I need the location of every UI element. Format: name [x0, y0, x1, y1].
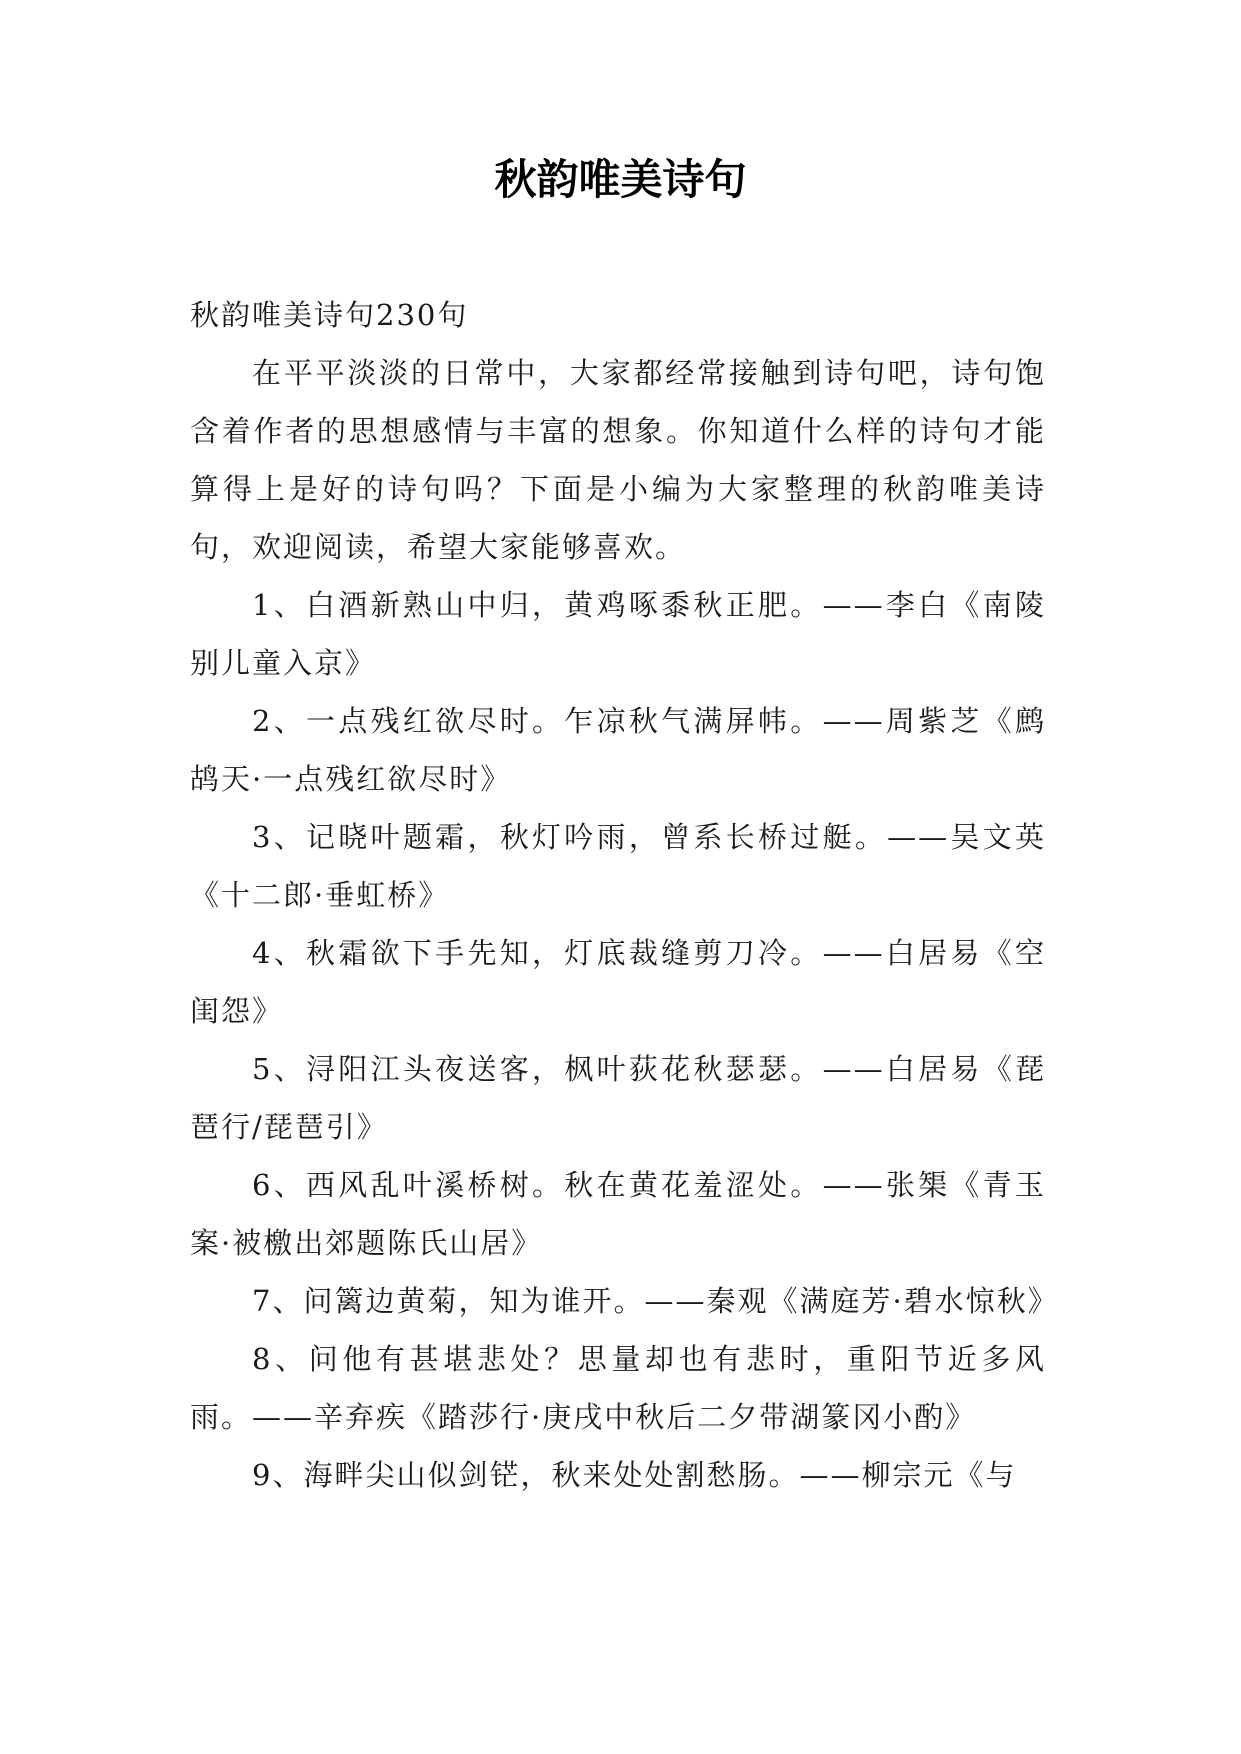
poem-item: 1、白酒新熟山中归，黄鸡啄黍秋正肥。——李白《南陵别儿童入京》 [190, 588, 1046, 680]
intro-paragraph: 在平平淡淡的日常中，大家都经常接触到诗句吧，诗句饱含着作者的思想感情与丰富的想象。你知道什么样的诗句才能算得上是好的诗句吗？下面是小编为大家整理的秋韵唯美诗句，欢迎阅读，希望大家能够喜欢。 [190, 356, 1046, 564]
poem-item: 8、问他有甚堪悲处？思量却也有悲时，重阳节近多风雨。——辛弃疾《踏莎行·庚戌中秋后二夕带湖篆冈小酌》 [190, 1342, 1046, 1434]
poem-item: 2、一点残红欲尽时。乍凉秋气满屏帏。——周紫芝《鹧鸪天·一点残红欲尽时》 [190, 704, 1046, 796]
poem-item: 6、西风乱叶溪桥树。秋在黄花羞涩处。——张榘《青玉案·被檄出郊题陈氏山居》 [190, 1168, 1046, 1260]
document-title: 秋韵唯美诗句 [494, 155, 747, 204]
poem-item: 9、海畔尖山似剑铓，秋来处处割愁肠。——柳宗元《与 [252, 1458, 1017, 1492]
document-body [190, 286, 1059, 1504]
poem-item: 7、问篱边黄菊，知为谁开。——秦观《满庭芳·碧水惊秋》 [252, 1284, 1059, 1318]
document-subtitle: 秋韵唯美诗句230句 [190, 298, 469, 332]
poem-item: 5、浔阳江头夜送客，枫叶荻花秋瑟瑟。——白居易《琵琶行/琵琶引》 [190, 1052, 1046, 1144]
poem-item: 4、秋霜欲下手先知，灯底裁缝剪刀冷。——白居易《空闺怨》 [190, 936, 1046, 1028]
poem-item: 3、记晓叶题霜，秋灯吟雨，曾系长桥过艇。——吴文英《十二郎·垂虹桥》 [190, 820, 1046, 912]
